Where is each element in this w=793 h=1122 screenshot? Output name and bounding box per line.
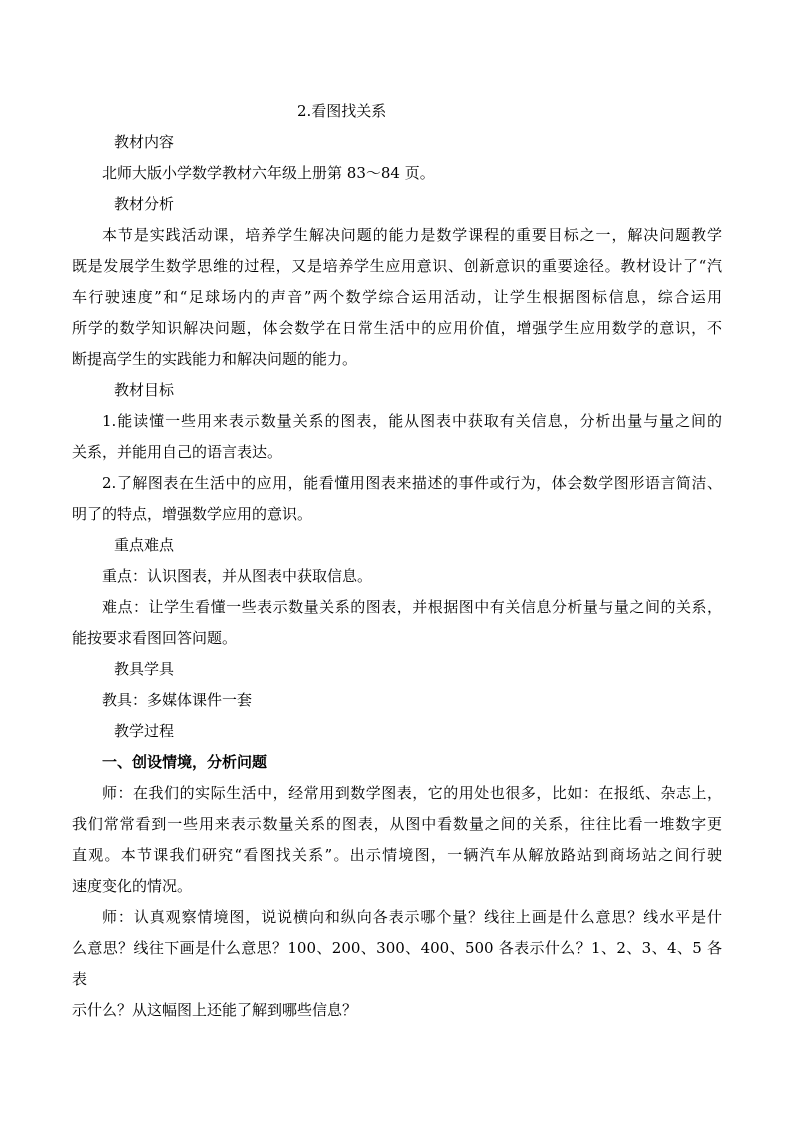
analysis-line: 本节是实践活动课，培养学生解决问题的能力是数学课程的重要目标之一，解决问题教学 <box>102 226 722 244</box>
section-heading-tools: 教具学具 <box>114 660 175 678</box>
goal-line: 明了的特点，增强数学应用的意识。 <box>72 505 313 523</box>
teacher-line: 我们常常看到一些用来表示数量关系的图表，从图中看数量之间的关系，往往比看一堆数字更 <box>72 815 722 833</box>
analysis-line: 所学的数学知识解决问题，体会数学在日常生活中的应用价值，增强学生应用数学的意识，不 <box>72 319 722 337</box>
goal-line: 关系，并能用自己的语言表达。 <box>72 443 283 461</box>
section-heading-content: 教材内容 <box>114 133 175 151</box>
teacher-line: 速度变化的情况。 <box>72 877 193 895</box>
step-heading: 一、创设情境，分析问题 <box>102 753 268 771</box>
section-heading-analysis: 教材分析 <box>114 195 175 213</box>
difficulty-line: 能按要求看图回答问题。 <box>72 629 238 647</box>
page-title: 2.看图找关系 <box>297 102 387 120</box>
analysis-line: 既是发展学生数学思维的过程，又是培养学生应用意识、创新意识的重要途径。教材设计了“汽 <box>72 257 722 275</box>
difficulty-line: 难点：让学生看懂一些表示数量关系的图表，并根据图中有关信息分析量与量之间的关系， <box>102 598 722 616</box>
section-heading-process: 教学过程 <box>114 722 175 740</box>
analysis-line: 断提高学生的实践能力和解决问题的能力。 <box>72 350 358 368</box>
key-point-text: 重点：认识图表，并从图表中获取信息。 <box>102 567 373 585</box>
teacher-line: 师：在我们的实际生活中，经常用到数学图表，它的用处也很多，比如：在报纸、杂志上， <box>102 784 722 802</box>
teacher-line: 示什么？从这幅图上还能了解到哪些信息？ <box>72 1001 358 1019</box>
section-heading-key: 重点难点 <box>114 536 175 554</box>
analysis-line: 车行驶速度”和“足球场内的声音”两个数学综合运用活动，让学生根据图标信息，综合运用 <box>72 288 722 306</box>
teacher-line: 直观。本节课我们研究“看图找关系”。出示情境图，一辆汽车从解放路站到商场站之间行驶 <box>72 846 722 864</box>
section-heading-goals: 教材目标 <box>114 381 175 399</box>
teacher-line: 师：认真观察情境图，说说横向和纵向各表示哪个量？线往上画是什么意思？线水平是什 <box>102 908 722 926</box>
goal-line: 2.了解图表在生活中的应用，能看懂用图表来描述的事件或行为，体会数学图形语言简洁、 <box>102 474 722 492</box>
teacher-line: 么意思？线往下画是什么意思？100、200、300、400、500 各表示什么？1、2、3、4、5 各表 <box>72 939 722 988</box>
tools-text: 教具：多媒体课件一套 <box>102 691 253 709</box>
document-page <box>72 96 722 1026</box>
goal-line: 1.能读懂一些用来表示数量关系的图表，能从图表中获取有关信息，分析出量与量之间的 <box>102 412 722 430</box>
content-text: 北师大版小学数学教材六年级上册第 83～84 页。 <box>102 164 435 182</box>
